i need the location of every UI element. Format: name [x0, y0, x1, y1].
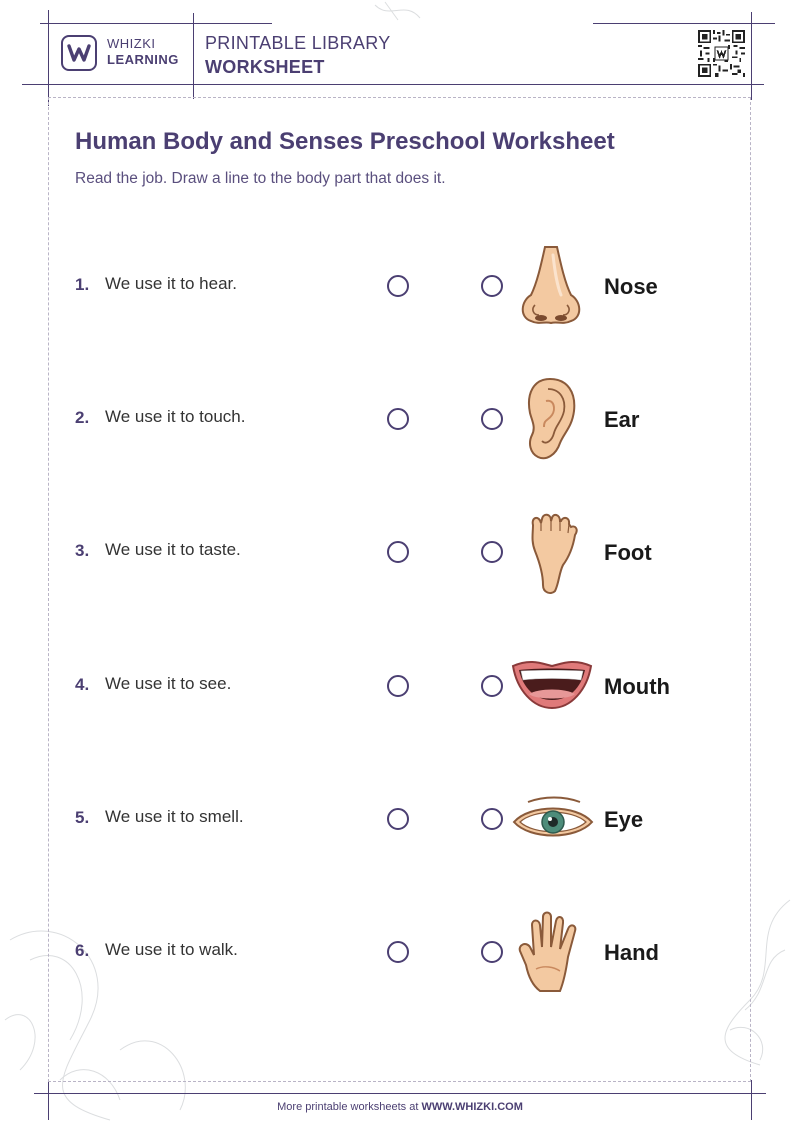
footer-left-line	[48, 1080, 49, 1120]
brand-line-2: LEARNING	[107, 52, 179, 67]
mouth-icon	[511, 658, 593, 712]
footer-site-link[interactable]: WWW.WHIZKI.COM	[421, 1101, 523, 1113]
part-connect-dot[interactable]	[481, 408, 503, 430]
header-divider	[193, 13, 194, 99]
clue-text: We use it to taste.	[105, 540, 241, 559]
clue-connect-dot[interactable]	[387, 941, 409, 963]
logo-w-icon	[67, 43, 91, 63]
clue-text: We use it to smell.	[105, 807, 244, 826]
clue-number: 5.	[75, 808, 90, 827]
worksheet-title: Human Body and Senses Preschool Worksheet	[75, 128, 615, 155]
body-part-label: Hand	[604, 940, 659, 965]
footer-line	[34, 1093, 766, 1094]
whizki-logo	[61, 35, 97, 71]
clue-text: We use it to hear.	[105, 274, 237, 293]
clue-number: 6.	[75, 941, 90, 960]
brand-name	[107, 37, 179, 66]
matching-row	[0, 507, 800, 597]
header-top-line-right	[593, 23, 775, 24]
body-part-label: Mouth	[604, 674, 670, 699]
footer-right-line	[751, 1080, 752, 1120]
clue-text: We use it to touch.	[105, 407, 246, 426]
footer-prefix: More printable worksheets at	[277, 1101, 419, 1113]
eye-icon	[510, 796, 596, 842]
hand-icon	[518, 911, 584, 995]
matching-row	[0, 640, 800, 730]
body-part-label: Nose	[604, 274, 658, 299]
clue-connect-dot[interactable]	[387, 541, 409, 563]
ear-icon	[524, 377, 578, 461]
header-right-line	[751, 12, 752, 100]
body-part-label: Eye	[604, 807, 644, 832]
header-left-line	[48, 10, 49, 106]
nose-icon	[515, 245, 587, 327]
clue-connect-dot[interactable]	[387, 808, 409, 830]
foot-icon	[525, 511, 579, 595]
body-part-label: Ear	[604, 407, 640, 432]
part-connect-dot[interactable]	[481, 541, 503, 563]
clue-number: 4.	[75, 675, 90, 694]
brand-line-1: WHIZKI	[107, 36, 156, 51]
decorative-sketch-top	[370, 0, 430, 25]
clue-connect-dot[interactable]	[387, 408, 409, 430]
library-label	[205, 34, 391, 76]
matching-row	[0, 240, 800, 330]
clue-text: We use it to see.	[105, 674, 232, 693]
part-connect-dot[interactable]	[481, 675, 503, 697]
body-part-label: Foot	[604, 540, 652, 565]
qr-code[interactable]	[698, 30, 745, 77]
worksheet-instructions: Read the job. Draw a line to the body part that does it.	[75, 170, 446, 187]
matching-row	[0, 774, 800, 864]
part-connect-dot[interactable]	[481, 275, 503, 297]
matching-row	[0, 373, 800, 463]
clue-connect-dot[interactable]	[387, 275, 409, 297]
clue-number: 3.	[75, 541, 90, 560]
header-top-line-left	[40, 23, 272, 24]
clue-connect-dot[interactable]	[387, 675, 409, 697]
library-line-2: WORKSHEET	[205, 57, 325, 77]
clue-text: We use it to walk.	[105, 940, 238, 959]
clue-number: 2.	[75, 408, 90, 427]
part-connect-dot[interactable]	[481, 941, 503, 963]
part-connect-dot[interactable]	[481, 808, 503, 830]
clue-number: 1.	[75, 275, 90, 294]
header-bottom-line	[22, 84, 764, 85]
matching-row	[0, 907, 800, 997]
library-line-1: PRINTABLE LIBRARY	[205, 33, 391, 53]
footer-note	[0, 1101, 800, 1113]
